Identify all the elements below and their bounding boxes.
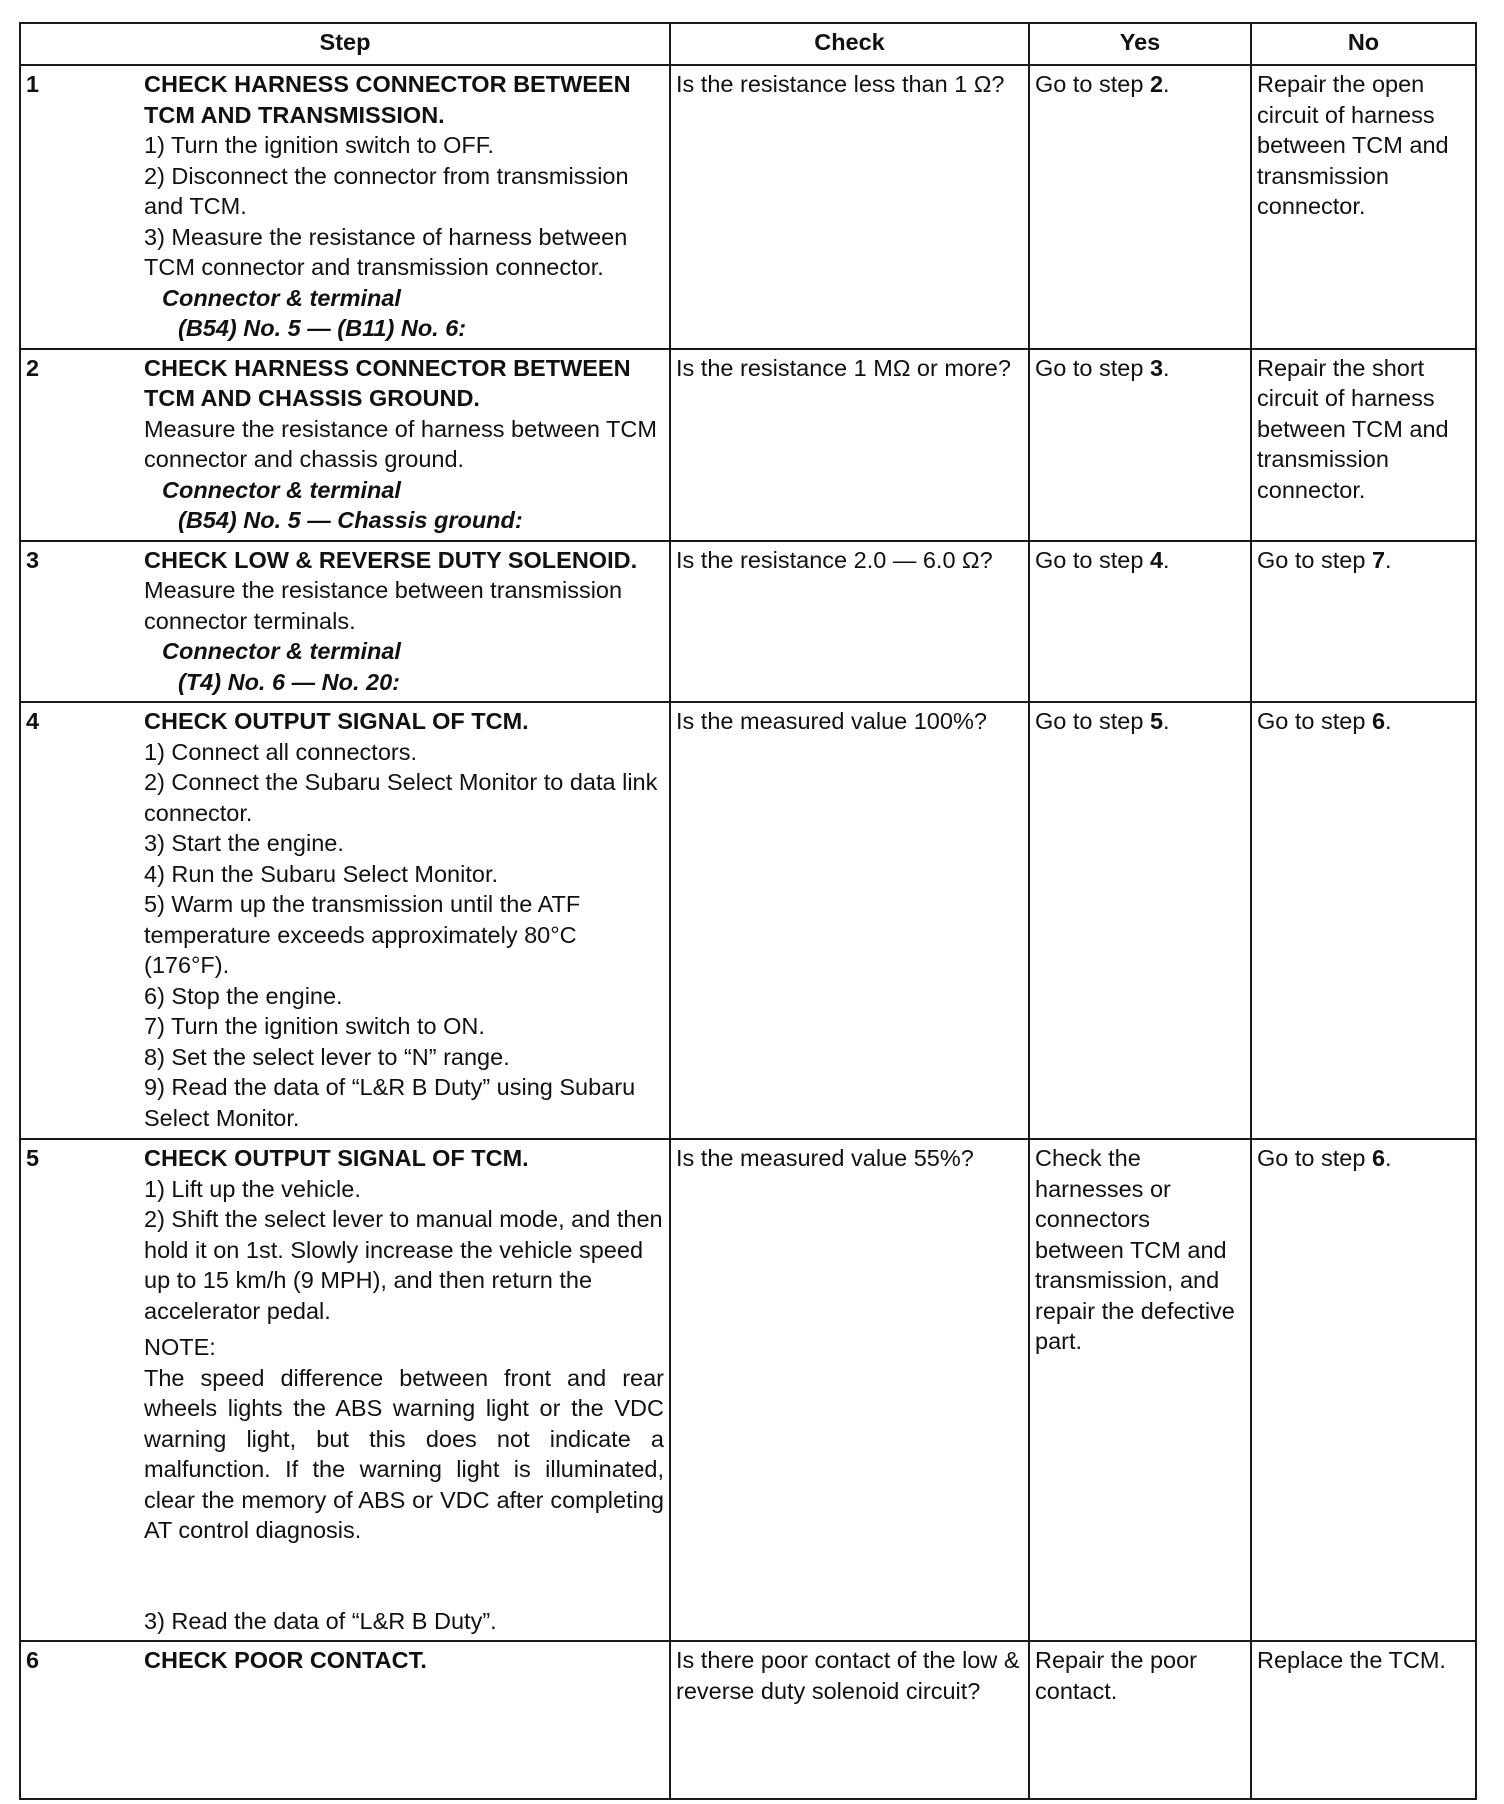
step-title: CHECK OUTPUT SIGNAL OF TCM. — [144, 1145, 529, 1171]
check-cell: Is the resistance less than 1 Ω? — [670, 65, 1029, 349]
yes-suffix: . — [1163, 708, 1170, 734]
no-cell: Repair the open circuit of harness between TCM and transmission connector. — [1251, 65, 1476, 349]
instruction-line: 2) Connect the Subaru Select Monitor to data link connector. — [144, 769, 658, 826]
instruction-line: 3) Start the engine. — [144, 830, 344, 856]
instruction-line: 2) Shift the select lever to manual mode, and then hold it on 1st. Slowly increase the vehicle speed up to 15 km/h (9 MPH), and then return the accelerator pedal. — [144, 1206, 663, 1324]
table-row — [20, 349, 1476, 541]
instruction-line: 2) Disconnect the connector from transmission and TCM. — [144, 162, 629, 219]
instruction-line: 4) Run the Subaru Select Monitor. — [144, 860, 499, 887]
connector-label: Connector & terminal — [162, 638, 401, 664]
step-title: CHECK HARNESS CONNECTOR BETWEEN TCM AND TRANSMISSION. — [144, 71, 631, 128]
table-row — [20, 702, 1476, 1139]
yes-prefix: Go to step — [1035, 71, 1150, 97]
header-step: Step — [20, 23, 670, 65]
table-row — [20, 541, 1476, 703]
no-cell: Replace the TCM. — [1251, 1641, 1476, 1799]
no-cell — [1251, 702, 1476, 1139]
header-yes: Yes — [1029, 23, 1251, 65]
yes-cell — [1029, 541, 1251, 703]
yes-prefix: Go to step — [1035, 354, 1150, 381]
table-row — [20, 1139, 1476, 1641]
step-number: 2 — [26, 354, 40, 381]
connector-value: (T4) No. 6 — No. 20: — [178, 668, 400, 695]
yes-suffix: . — [1163, 71, 1170, 97]
step-number: 4 — [26, 708, 40, 734]
no-prefix: Go to step — [1257, 1145, 1372, 1171]
yes-suffix: . — [1163, 354, 1170, 381]
no-step-ref: 6 — [1371, 708, 1386, 734]
no-step-ref: 7 — [1371, 546, 1386, 573]
step-cell — [20, 349, 670, 541]
yes-prefix: Go to step — [1035, 546, 1150, 573]
yes-cell — [1029, 702, 1251, 1139]
step-cell — [20, 65, 670, 349]
table-row — [20, 1641, 1476, 1799]
no-step-ref: 6 — [1371, 1145, 1386, 1171]
step-title: CHECK HARNESS CONNECTOR BETWEEN TCM AND CHASSIS GROUND. — [144, 354, 631, 411]
yes-step-ref: 5 — [1149, 708, 1164, 734]
yes-cell — [1029, 349, 1251, 541]
check-cell: Is the measured value 55%? — [670, 1139, 1029, 1641]
yes-cell — [1029, 65, 1251, 349]
check-cell: Is the resistance 2.0 — 6.0 Ω? — [670, 541, 1029, 703]
instruction-line: Measure the resistance between transmission connector terminals. — [144, 577, 623, 634]
instruction-line: 7) Turn the ignition switch to ON. — [144, 1013, 485, 1039]
instruction-line: 3) Read the data of “L&R B Duty”. — [144, 1607, 497, 1634]
step-number: 5 — [26, 1145, 40, 1171]
instruction-line: 1) Connect all connectors. — [144, 738, 418, 765]
yes-prefix: Go to step — [1035, 708, 1150, 734]
yes-cell: Repair the poor contact. — [1029, 1641, 1251, 1799]
table-header-row — [20, 23, 1476, 65]
step-cell — [20, 702, 670, 1139]
no-cell: Repair the short circuit of harness between TCM and transmission connector. — [1251, 349, 1476, 541]
note-text: The speed difference between front and rear wheels lights the ABS warning light or the VDC warning light, but this does not indicate a malfunction. If the warning light is illuminated, clear the memory of ABS or VDC after completing AT control diagnosis. — [144, 1364, 664, 1543]
table-row — [20, 65, 1476, 349]
connector-label: Connector & terminal — [162, 284, 401, 311]
instruction-line: 1) Lift up the vehicle. — [144, 1175, 361, 1202]
step-title: CHECK POOR CONTACT. — [144, 1647, 427, 1673]
step-number: 3 — [26, 546, 40, 573]
no-cell — [1251, 541, 1476, 703]
no-prefix: Go to step — [1257, 708, 1372, 734]
connector-value: (B54) No. 5 — Chassis ground: — [178, 507, 523, 533]
check-cell: Is there poor contact of the low & reverse duty solenoid circuit? — [670, 1641, 1029, 1799]
yes-step-ref: 2 — [1149, 71, 1164, 97]
instruction-line: Measure the resistance of harness between TCM connector and chassis ground. — [144, 415, 657, 472]
instruction-line: 3) Measure the resistance of harness between TCM connector and transmission connector. — [144, 223, 628, 280]
diagnostic-table — [19, 22, 1477, 1800]
yes-suffix: . — [1163, 546, 1170, 573]
header-no: No — [1251, 23, 1476, 65]
no-suffix: . — [1385, 546, 1392, 573]
no-cell — [1251, 1139, 1476, 1641]
no-suffix: . — [1385, 708, 1392, 734]
check-cell: Is the resistance 1 MΩ or more? — [670, 349, 1029, 541]
connector-label: Connector & terminal — [162, 476, 401, 503]
step-title: CHECK OUTPUT SIGNAL OF TCM. — [144, 708, 529, 734]
instruction-line: 1) Turn the ignition switch to OFF. — [144, 132, 495, 158]
instruction-line: 6) Stop the engine. — [144, 982, 343, 1009]
no-suffix: . — [1385, 1145, 1392, 1171]
step-number: 1 — [26, 71, 40, 97]
connector-value: (B54) No. 5 — (B11) No. 6: — [178, 315, 467, 341]
step-cell — [20, 541, 670, 703]
yes-step-ref: 4 — [1149, 546, 1164, 573]
yes-cell: Check the harnesses or connectors between TCM and transmission, and repair the defective part. — [1029, 1139, 1251, 1641]
header-check: Check — [670, 23, 1029, 65]
step-cell — [20, 1139, 670, 1641]
step-cell — [20, 1641, 670, 1799]
note-label: NOTE: — [144, 1334, 216, 1360]
instruction-line: 9) Read the data of “L&R B Duty” using Subaru Select Monitor. — [144, 1074, 636, 1131]
step-number: 6 — [26, 1647, 40, 1673]
yes-step-ref: 3 — [1149, 354, 1164, 381]
spacer — [144, 1546, 664, 1606]
step-title: CHECK LOW & REVERSE DUTY SOLENOID. — [144, 546, 638, 573]
check-cell: Is the measured value 100%? — [670, 702, 1029, 1139]
no-prefix: Go to step — [1257, 546, 1372, 573]
instruction-line: 8) Set the select lever to “N” range. — [144, 1043, 510, 1070]
instruction-line: 5) Warm up the transmission until the ATF temperature exceeds approximately 80°C (176°F). — [144, 891, 581, 978]
